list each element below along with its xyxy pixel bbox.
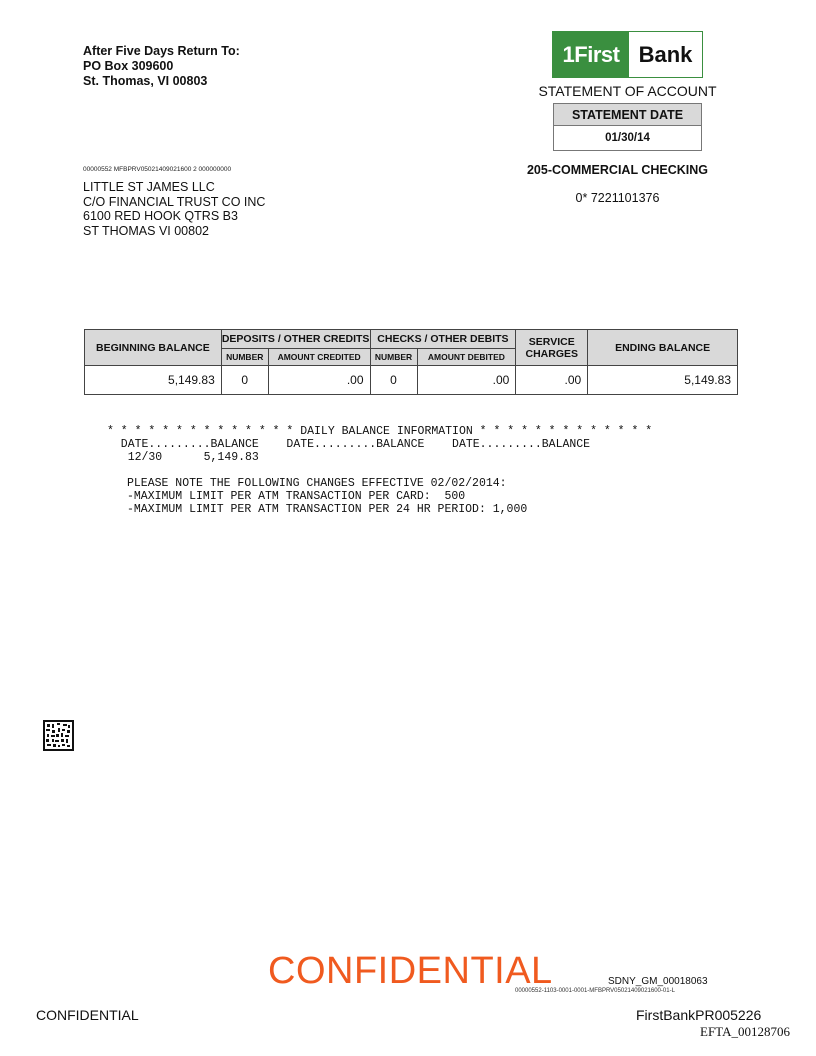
- check-amount: .00: [417, 366, 516, 395]
- service-charges-value: .00: [516, 366, 588, 395]
- statement-date-label: STATEMENT DATE: [554, 104, 701, 126]
- header-service-charges: SERVICE CHARGES: [516, 330, 588, 366]
- notice-section: [127, 477, 527, 516]
- notice-line: -MAXIMUM LIMIT PER ATM TRANSACTION PER 24 HR PERIOD: 1,000: [127, 503, 528, 516]
- return-address-line: PO Box 309600: [83, 59, 174, 73]
- header-beginning-balance: BEGINNING BALANCE: [85, 330, 222, 366]
- confidential-stamp: CONFIDENTIAL: [268, 950, 553, 992]
- header-amount-credited: AMOUNT CREDITED: [268, 349, 370, 366]
- account-number: 0* 7221101376: [575, 191, 660, 205]
- return-address-line: St. Thomas, VI 00803: [83, 74, 208, 88]
- logo-bank: Bank: [638, 41, 693, 67]
- ending-balance-value: 5,149.83: [588, 366, 738, 395]
- footer-confidential: CONFIDENTIAL: [36, 1007, 139, 1023]
- header-amount-debited: AMOUNT DEBITED: [417, 349, 516, 366]
- bank-logo: [552, 31, 703, 78]
- statement-date-box: [553, 103, 702, 151]
- bates-number: SDNY_GM_00018063: [608, 976, 708, 987]
- addressee-block: [83, 180, 265, 238]
- notice-line: -MAXIMUM LIMIT PER ATM TRANSACTION PER CARD: 500: [127, 490, 466, 503]
- footer-efta-id: EFTA_00128706: [700, 1024, 790, 1039]
- bates-subcode: 00000552-1103-0001-0001-MFBPRV05021409021600-01-L: [515, 988, 675, 994]
- routing-code: 00000552 MFBPRV05021409021600 2 000000000: [83, 166, 232, 173]
- qr-code-icon: [43, 720, 74, 751]
- daily-balance-entry: 12/30 5,149.83: [107, 451, 259, 464]
- account-summary-table: [84, 329, 738, 395]
- return-address: [83, 44, 240, 89]
- beginning-balance-value: 5,149.83: [85, 366, 222, 395]
- addressee-line: 6100 RED HOOK QTRS B3: [83, 209, 238, 223]
- table-row: [85, 366, 738, 395]
- daily-balance-section: [107, 425, 652, 464]
- addressee-line: LITTLE ST JAMES LLC: [83, 180, 215, 194]
- deposit-count: 0: [221, 366, 268, 395]
- logo-first: 1First: [553, 32, 629, 77]
- daily-balance-banner: * * * * * * * * * * * * * * DAILY BALANCE INFORMATION * * * * * * * * * * * * *: [107, 425, 653, 438]
- header-check-number: NUMBER: [370, 349, 417, 366]
- header-checks: CHECKS / OTHER DEBITS: [370, 330, 516, 349]
- notice-line: PLEASE NOTE THE FOLLOWING CHANGES EFFECTIVE 02/02/2014:: [127, 477, 507, 490]
- statement-title: STATEMENT OF ACCOUNT: [538, 83, 717, 99]
- return-address-line: After Five Days Return To:: [83, 44, 240, 58]
- account-type: 205-COMMERCIAL CHECKING: [526, 163, 709, 177]
- addressee-line: C/O FINANCIAL TRUST CO INC: [83, 194, 266, 209]
- header-deposit-number: NUMBER: [221, 349, 268, 366]
- header-ending-balance: ENDING BALANCE: [588, 330, 738, 366]
- statement-date-value: 01/30/14: [605, 132, 650, 144]
- check-count: 0: [370, 366, 417, 395]
- daily-balance-columns: DATE.........BALANCE DATE.........BALANCE DATE.........BALANCE: [107, 438, 591, 451]
- addressee-line: ST THOMAS VI 00802: [83, 223, 209, 238]
- deposit-amount: .00: [268, 366, 370, 395]
- header-deposits: DEPOSITS / OTHER CREDITS: [221, 330, 370, 349]
- footer-bank-id: FirstBankPR005226: [636, 1007, 762, 1023]
